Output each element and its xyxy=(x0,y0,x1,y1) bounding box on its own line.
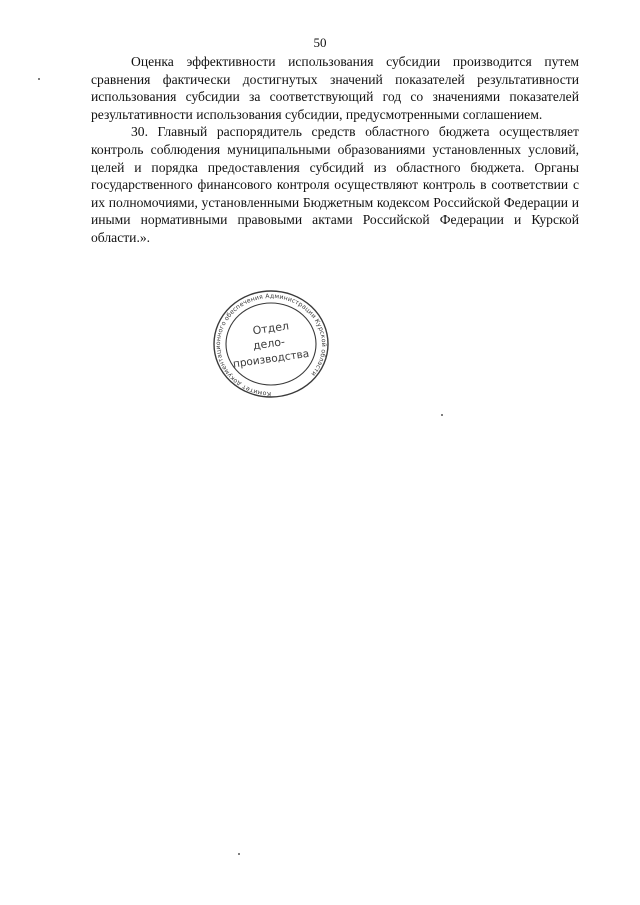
scan-speck xyxy=(441,414,443,416)
stamp-center-line-1: Отдел xyxy=(251,319,290,338)
page-number: 50 xyxy=(313,35,327,50)
official-stamp-seal xyxy=(211,288,331,400)
paragraph-30-control: 30. Главный распорядитель средств областного бюджета осуществляет контроль соблюдения муниципальными образованиями установленных условий, целей и порядка предоставления субсидий из областного бюджета. Органы государственного финансового контроля осуществляют контроль в соответствии с их полномочиями, установленными Бюджетным кодексом Российской Федерации и иными нормативными правовыми актами Российской Федерации и Курской области.». xyxy=(91,124,579,245)
scan-speck xyxy=(238,853,240,855)
document-body xyxy=(91,53,579,247)
stamp-ring-textpath: Комитет документационного обеспечения Администрации Курской области xyxy=(214,292,328,398)
scan-speck xyxy=(38,78,40,80)
stamp-center-line-2: дело- xyxy=(252,335,286,353)
paragraph-subsidy-evaluation: Оценка эффективности использования субсидии производится путем сравнения фактически достигнутых значений показателей результативности использования субсидии за соответствующий год со значениями показателей результативности использования субсидии, предусмотренными соглашением. xyxy=(91,54,579,122)
stamp-center-line-3: производства xyxy=(232,347,310,371)
